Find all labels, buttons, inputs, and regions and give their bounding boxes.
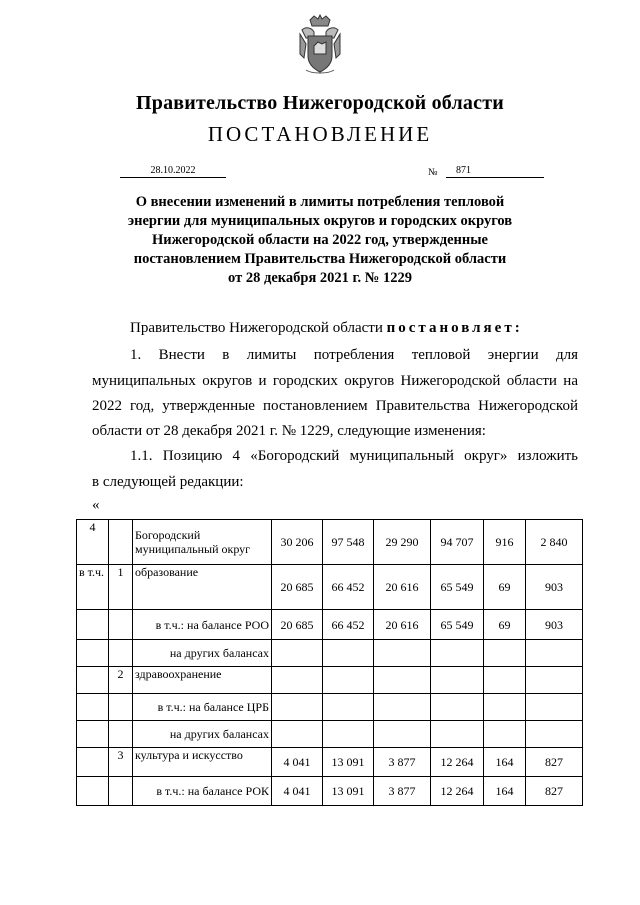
- subject-line: О внесении изменений в лимиты потребления тепловой: [135, 194, 505, 210]
- paragraph-1-line: области от 28 декабря 2021 г. № 1229, следующие изменения:: [92, 423, 486, 439]
- value-cell: [374, 667, 431, 694]
- sub-index-cell: [109, 520, 133, 565]
- organization-title: Правительство Нижегородской области: [136, 92, 504, 114]
- value-cell: 4 041: [272, 777, 323, 806]
- value-cell: [374, 721, 431, 748]
- sub-index-cell: 2: [109, 667, 133, 694]
- resolution-intro: [130, 318, 523, 338]
- sub-index-cell: [109, 640, 133, 667]
- category-name-cell: Богородский муниципальный округ: [133, 520, 272, 565]
- subject-line: от 28 декабря 2021 г. № 1229: [228, 270, 412, 286]
- sub-index-cell: [109, 721, 133, 748]
- number-sign: №: [428, 167, 438, 178]
- table-row: [77, 667, 583, 694]
- category-name-cell: в т.ч.: на балансе РОК: [133, 777, 272, 806]
- value-cell: [272, 640, 323, 667]
- value-cell: 3 877: [374, 777, 431, 806]
- value-cell: 69: [484, 610, 526, 640]
- value-cell: 13 091: [323, 777, 374, 806]
- paragraph-1-line: 1. Внести в лимиты потребления тепловой энергии для: [130, 347, 578, 363]
- value-cell: 2 840: [526, 520, 583, 565]
- value-cell: 12 264: [431, 777, 484, 806]
- coat-of-arms-emblem: [296, 14, 344, 76]
- value-cell: 13 091: [323, 748, 374, 777]
- value-cell: [484, 667, 526, 694]
- document-type: ПОСТАНОВЛЕНИЕ: [207, 122, 433, 146]
- value-cell: [526, 721, 583, 748]
- row-index-cell: [77, 721, 109, 748]
- intro-text: Правительство Нижегородской области: [130, 320, 383, 336]
- value-cell: 916: [484, 520, 526, 565]
- row-index-cell: [77, 667, 109, 694]
- sub-index-cell: [109, 777, 133, 806]
- value-cell: 12 264: [431, 748, 484, 777]
- table-row: [77, 694, 583, 721]
- value-cell: [484, 640, 526, 667]
- value-cell: [484, 721, 526, 748]
- category-name-cell: на других балансах: [133, 721, 272, 748]
- subject-line: Нижегородской области на 2022 год, утвержденные: [152, 232, 488, 248]
- value-cell: [374, 640, 431, 667]
- category-name-cell: культура и искусство: [133, 748, 272, 777]
- document-number: 871: [446, 165, 544, 178]
- value-cell: [272, 694, 323, 721]
- value-cell: 903: [526, 565, 583, 610]
- category-name-cell: на других балансах: [133, 640, 272, 667]
- value-cell: 20 685: [272, 565, 323, 610]
- table-row: [77, 777, 583, 806]
- value-cell: 30 206: [272, 520, 323, 565]
- value-cell: [431, 667, 484, 694]
- value-cell: 3 877: [374, 748, 431, 777]
- open-quote: «: [92, 497, 100, 513]
- value-cell: 65 549: [431, 565, 484, 610]
- sub-index-cell: 1: [109, 565, 133, 610]
- value-cell: [272, 667, 323, 694]
- value-cell: [484, 694, 526, 721]
- value-cell: 20 616: [374, 565, 431, 610]
- table-row: [77, 640, 583, 667]
- row-index-cell: 4: [77, 520, 109, 565]
- document-subject: [100, 193, 540, 288]
- sub-index-cell: [109, 610, 133, 640]
- value-cell: [431, 694, 484, 721]
- value-cell: [323, 721, 374, 748]
- table-row: [77, 748, 583, 777]
- subject-line: энергии для муниципальных округов и городских округов: [127, 213, 513, 229]
- value-cell: 827: [526, 748, 583, 777]
- value-cell: 97 548: [323, 520, 374, 565]
- value-cell: 827: [526, 777, 583, 806]
- value-cell: [526, 667, 583, 694]
- value-cell: [374, 694, 431, 721]
- value-cell: [323, 640, 374, 667]
- value-cell: 164: [484, 777, 526, 806]
- category-name-cell: в т.ч.: на балансе ЦРБ: [133, 694, 272, 721]
- row-index-cell: [77, 748, 109, 777]
- value-cell: 20 685: [272, 610, 323, 640]
- sub-index-cell: [109, 694, 133, 721]
- row-index-cell: [77, 640, 109, 667]
- row-index-cell: [77, 610, 109, 640]
- category-name-cell: в т.ч.: на балансе РОО: [133, 610, 272, 640]
- value-cell: [526, 640, 583, 667]
- category-name-cell: здравоохранение: [133, 667, 272, 694]
- value-cell: [431, 640, 484, 667]
- value-cell: 66 452: [323, 610, 374, 640]
- paragraph-2-line: 1.1. Позицию 4 «Богородский муниципальный округ» изложить: [130, 448, 578, 464]
- value-cell: 94 707: [431, 520, 484, 565]
- table-row: [77, 520, 583, 565]
- row-index-cell: в т.ч.: [77, 565, 109, 610]
- value-cell: [323, 694, 374, 721]
- value-cell: 69: [484, 565, 526, 610]
- table-row: [77, 721, 583, 748]
- value-cell: 66 452: [323, 565, 374, 610]
- category-name-cell: образование: [133, 565, 272, 610]
- intro-resolves: постановляет:: [386, 320, 523, 336]
- paragraph-2-line: в следующей редакции:: [92, 474, 244, 490]
- value-cell: [272, 721, 323, 748]
- value-cell: 903: [526, 610, 583, 640]
- value-cell: 20 616: [374, 610, 431, 640]
- value-cell: 164: [484, 748, 526, 777]
- subject-line: постановлением Правительства Нижегородской области: [133, 251, 507, 267]
- paragraph-1-line: муниципальных округов и городских округов Нижегородской области на: [92, 373, 578, 389]
- value-cell: [431, 721, 484, 748]
- table-row: [77, 565, 583, 610]
- value-cell: 4 041: [272, 748, 323, 777]
- heat-limits-table: [76, 519, 583, 806]
- row-index-cell: [77, 694, 109, 721]
- document-date: 28.10.2022: [120, 165, 226, 178]
- table-row: [77, 610, 583, 640]
- row-index-cell: [77, 777, 109, 806]
- value-cell: 65 549: [431, 610, 484, 640]
- paragraph-1-line: 2022 год, утвержденные постановлением Правительства Нижегородской: [92, 398, 578, 414]
- value-cell: [323, 667, 374, 694]
- value-cell: 29 290: [374, 520, 431, 565]
- sub-index-cell: 3: [109, 748, 133, 777]
- value-cell: [526, 694, 583, 721]
